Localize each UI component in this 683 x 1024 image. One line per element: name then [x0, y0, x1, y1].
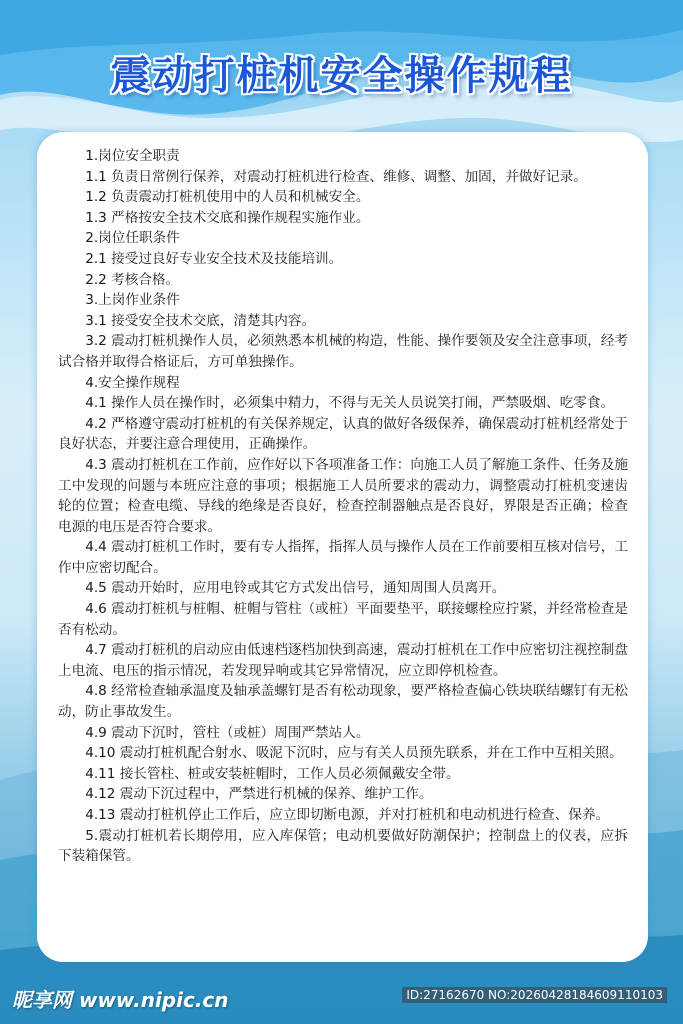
- paragraph: 4.1 操作人员在操作时，必须集中精力，不得与无关人员说笑打闹，严禁吸烟、吃零食。: [85, 395, 615, 412]
- paragraph: 1.3 严格按安全技术交底和操作规程实施作业。: [85, 209, 370, 226]
- paragraph: 4.8 经常检查轴承温度及轴承盖螺钉是否有松动现象，要严格检查偏心铁块联结螺钉有无松动，防止事故发生。: [58, 683, 628, 721]
- paragraph: 3.2 震动打桩机操作人员，必须熟悉本机械的构造，性能、操作要领及安全注意事项，经考试合格并取得合格证后，方可单独操作。: [58, 333, 628, 370]
- paragraph: 2.岗位任职条件: [85, 230, 180, 247]
- paragraph: 3.1 接受安全技术交底，清楚其内容。: [85, 312, 316, 329]
- paragraph: 4.11 接长管柱、桩或安装桩帽时，工作人员必须佩戴安全带。: [85, 765, 460, 782]
- paragraph: 4.10 震动打桩机配合射水、吸泥下沉时，应与有关人员预先联系，并在工作中互相关照。: [85, 745, 623, 762]
- paragraph: 2.1 接受过良好专业安全技术及技能培训。: [85, 250, 343, 267]
- paragraph: 4.7 震动打桩机的启动应由低速档逐档加快到高速，震动打桩机在工作中应密切注视控制盘上电流、电压的指示情况，若发现异响或其它异常情况，应立即停机检查。: [58, 642, 628, 679]
- paragraph: 1.1 负责日常例行保养，对震动打桩机进行检查、维修、调整、加固，并做好记录。: [85, 168, 587, 185]
- paragraph: 4.3 震动打桩机在工作前，应作好以下各项准备工作：向施工人员了解施工条件、任务及施工中发现的问题与本班应注意的事项；根据施工人员所要求的震动力，调整震动打桩机变速齿轮的位置；检查电缆、导线的绝缘是否良好，检查控制器触点是否良好，界限是否正确；检查电源的电压是否符合要求。: [58, 456, 628, 535]
- paragraph: 5.震动打桩机若长期停用，应入库保管；电动机要做好防潮保护；控制盘上的仪表，应拆下装箱保管。: [58, 827, 628, 865]
- paragraph: 4.12 震动下沉过程中，严禁进行机械的保养、维护工作。: [85, 786, 433, 803]
- paragraph: 3.上岗作业条件: [85, 292, 180, 309]
- paragraph: 4.13 震动打桩机停止工作后，应立即切断电源，并对打桩机和电动机进行检查、保养。: [85, 807, 610, 823]
- paragraph: 4.安全操作规程: [85, 374, 180, 391]
- paragraph: 1.岗位安全职责: [85, 148, 180, 164]
- paragraph: 2.2 考核合格。: [85, 271, 180, 288]
- paragraph: 4.6 震动打桩机与桩帽、桩帽与管柱（或桩）平面要垫平，联接螺栓应拧紧，并经常检查是否有松动。: [58, 601, 628, 638]
- watermark-id: ID:27162670 NO:20260428184609110103: [402, 987, 667, 1003]
- paragraph: 4.9 震动下沉时，管柱（或桩）周围严禁站人。: [85, 724, 370, 741]
- paragraph: 1.2 负责震动打桩机使用中的人员和机械安全。: [85, 189, 370, 206]
- paragraph: 4.2 严格遵守震动打桩机的有关保养规定，认真的做好各级保养，确保震动打桩机经常处于良好状态，并要注意合理使用，正确操作。: [58, 415, 628, 453]
- paragraph: 4.5 震动开始时，应用电铃或其它方式发出信号，通知周围人员离开。: [85, 580, 506, 597]
- page-title: 震动打桩机安全操作规程: [110, 53, 573, 99]
- paragraph: 4.4 震动打桩机工作时，要有专人指挥，指挥人员与操作人员在工作前要相互核对信号，工作中应密切配合。: [58, 539, 628, 576]
- regulation-text: [58, 146, 628, 867]
- watermark-logo: 昵享网 www.nipic.cn: [12, 988, 229, 1012]
